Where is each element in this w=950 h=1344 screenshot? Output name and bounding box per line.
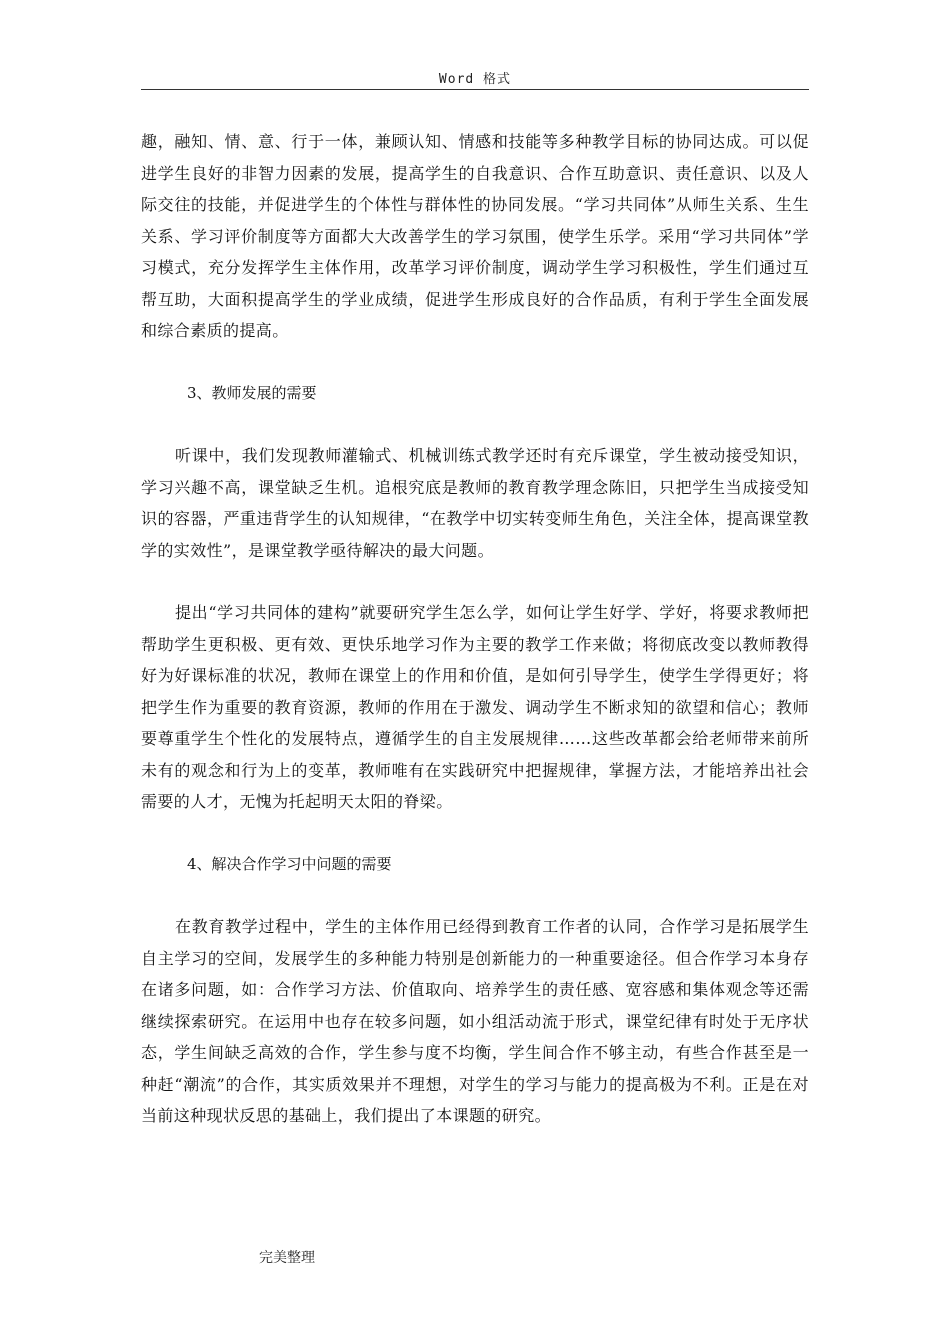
paragraph-continuation: 趣，融知、情、意、行于一体，兼顾认知、情感和技能等多种教学目标的协同达成。可以促进学生良好的非智力因素的发展，提高学生的自我意识、合作互助意识、责任意识、以及人际交往的技能，并促进学生的个体性与群体性的协同发展。“学习共同体”从师生关系、生生关系、学习评价制度等方面都大大改善学生的学习氛围，使学生乐学。采用“学习共同体”学习模式，充分发挥学生主体作用，改革学习评价制度，调动学生学习积极性，学生们通过互帮互助，大面积提高学生的学业成绩，促进学生形成良好的合作品质，有利于学生全面发展和综合素质的提高。 (141, 132, 809, 340)
paragraph-learning-community: 提出“学习共同体的建构”就要研究学生怎么学，如何让学生好学、学好，将要求教师把帮助学生更积极、更有效、更快乐地学习作为主要的教学工作来做；将彻底改变以教师教得好为好课标准的状况，教师在课堂上的作用和价值，是如何引导学生，使学生学得更好；将把学生作为重要的教育资源，教师的作用在于激发、调动学生不断求知的欲望和信心；教师要尊重学生个性化的发展特点，遵循学生的自主发展规律……这些改革都会给老师带来前所未有的观念和行为上的变革，教师唯有在实践研究中把握规律，掌握方法，才能培养出社会需要的人才，无愧为托起明天太阳的脊梁。 (141, 603, 809, 811)
page-footer: 完美整理 (259, 1250, 315, 1266)
section-heading-4: 4、解决合作学习中问题的需要 (187, 854, 392, 873)
paragraph-gap (141, 566, 809, 597)
page-header: Word 格式 (438, 72, 512, 87)
header-divider (141, 89, 809, 90)
paragraph-gap (141, 409, 809, 440)
document-body (141, 126, 809, 1132)
paragraph-cooperative-learning: 在教育教学过程中，学生的主体作用已经得到教育工作者的认同，合作学习是拓展学生自主学习的空间，发展学生的多种能力特别是创新能力的一种重要途径。但合作学习本身存在诸多问题，如：合作学习方法、价值取向、培养学生的责任感、宽容感和集体观念等还需继续探索研究。在运用中也存在较多问题，如小组活动流于形式，课堂纪律有时处于无序状态，学生间缺乏高效的合作，学生参与度不均衡，学生间合作不够主动，有些合作甚至是一种赶“潮流”的合作，其实质效果并不理想，对学生的学习与能力的提高极为不利。正是在对当前这种现状反思的基础上，我们提出了本课题的研究。 (141, 917, 809, 1125)
paragraph-teacher-development: 听课中，我们发现教师灌输式、机械训练式教学还时有充斥课堂，学生被动接受知识，学习兴趣不高，课堂缺乏生机。追根究底是教师的教育教学理念陈旧，只把学生当成接受知识的容器，严重违背学生的认知规律，“在教学中切实转变师生角色，关注全体，提高课堂教学的实效性”，是课堂教学亟待解决的最大问题。 (141, 446, 809, 560)
paragraph-gap (141, 880, 809, 911)
paragraph-gap (141, 818, 809, 849)
paragraph-gap (141, 347, 809, 378)
section-heading-3: 3、教师发展的需要 (187, 383, 317, 402)
